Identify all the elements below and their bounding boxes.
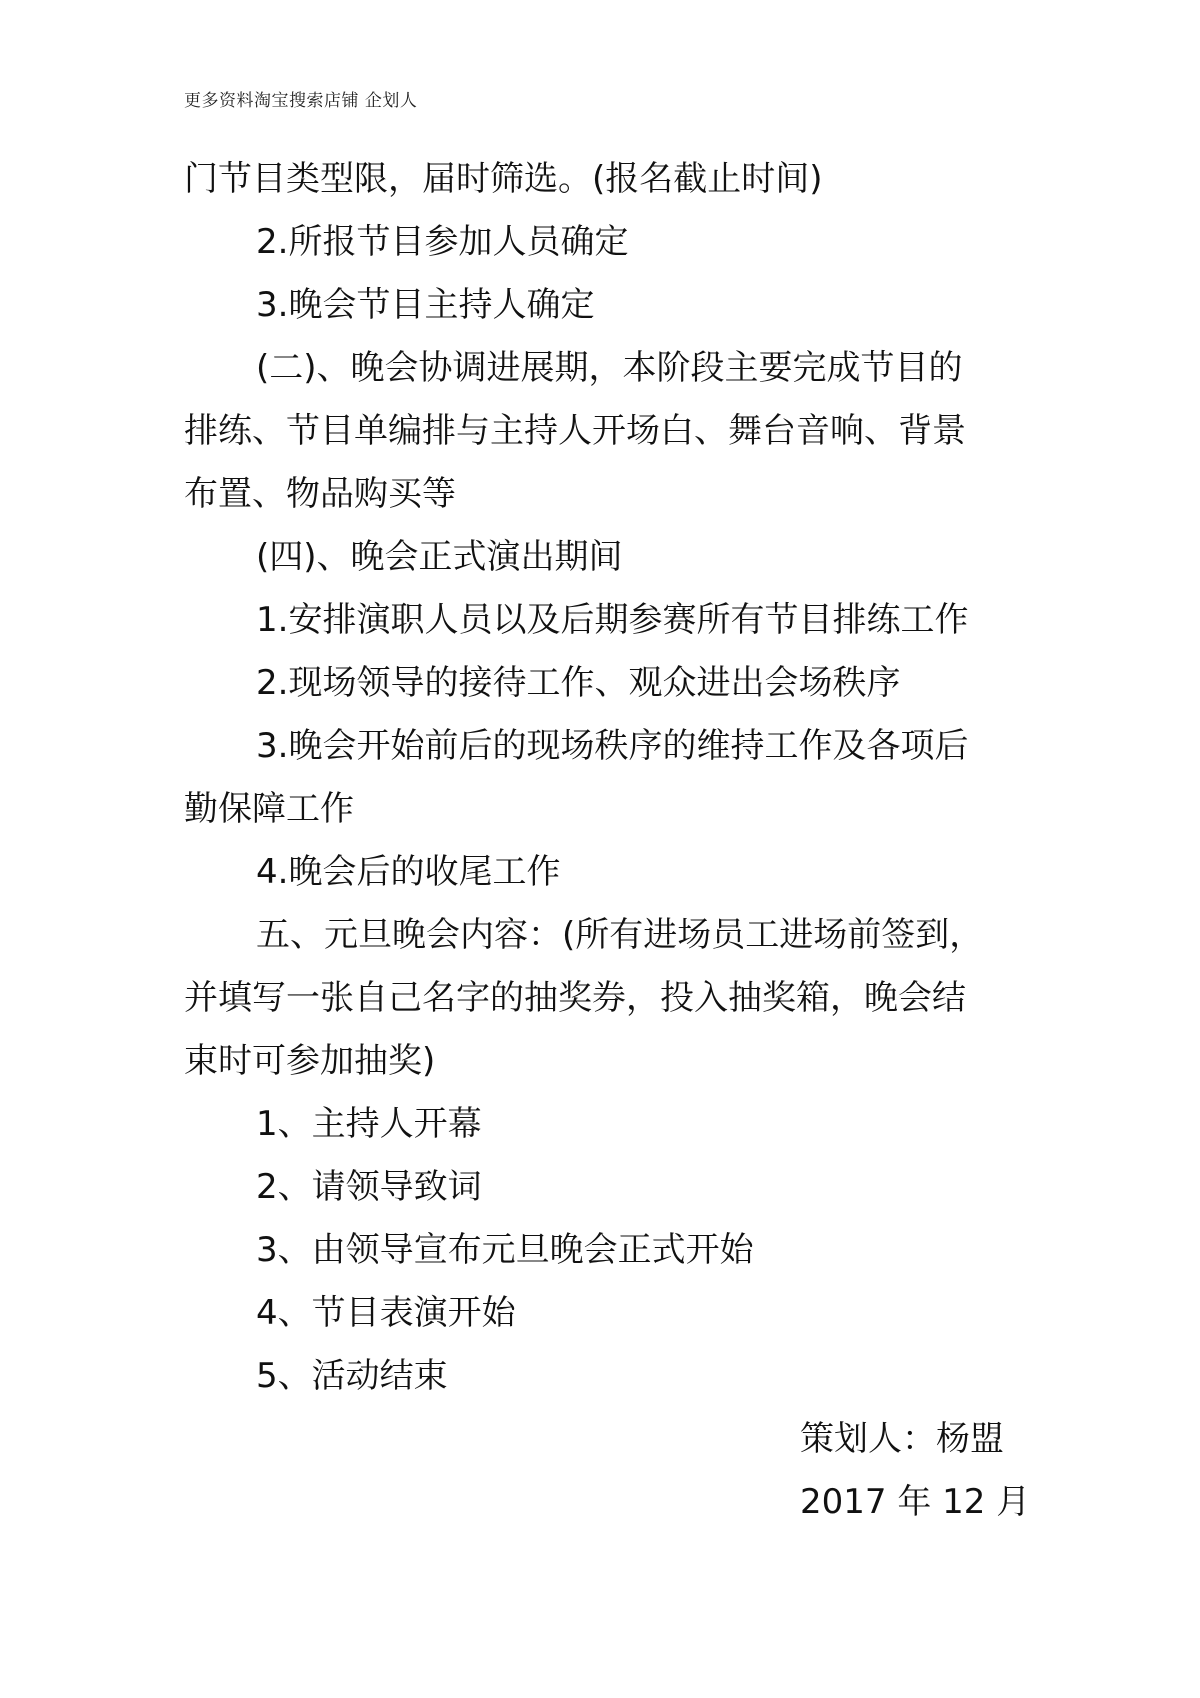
- page-header: 更多资料淘宝搜索店铺 企划人: [184, 91, 418, 111]
- paragraph-line: 1.安排演职人员以及后期参赛所有节目排练工作: [256, 600, 969, 640]
- paragraph-line: 2.现场领导的接待工作、观众进出会场秩序: [256, 663, 901, 703]
- document-body: [184, 148, 1024, 1408]
- planner-name: 策划人：杨盟: [800, 1419, 1004, 1459]
- paragraph-line: 2.所报节目参加人员确定: [256, 222, 629, 262]
- signature-block: [800, 1408, 1030, 1534]
- list-item: 4、节目表演开始: [256, 1293, 516, 1333]
- paragraph-line: 并填写一张自己名字的抽奖券，投入抽奖箱，晚会结: [184, 978, 966, 1018]
- paragraph-line: 3.晚会开始前后的现场秩序的维持工作及各项后: [256, 726, 969, 766]
- list-item: 3、由领导宣布元旦晚会正式开始: [256, 1230, 754, 1270]
- list-item: 5、活动结束: [256, 1356, 448, 1396]
- list-item: 1、主持人开幕: [256, 1104, 482, 1144]
- paragraph-line: (二)、晚会协调进展期，本阶段主要完成节目的: [256, 348, 963, 388]
- paragraph-line: 五、元旦晚会内容：(所有进场员工进场前签到，: [256, 915, 984, 955]
- paragraph-line: 排练、节目单编排与主持人开场白、舞台音响、背景: [184, 411, 966, 451]
- paragraph-line: 门节目类型限，届时筛选。(报名截止时间): [184, 159, 823, 199]
- list-item: 2、请领导致词: [256, 1167, 482, 1207]
- paragraph-line: 4.晚会后的收尾工作: [256, 852, 561, 892]
- paragraph-line: 束时可参加抽奖): [184, 1041, 436, 1081]
- paragraph-line: (四)、晚会正式演出期间: [256, 537, 623, 577]
- paragraph-line: 布置、物品购买等: [184, 474, 456, 514]
- paragraph-line: 3.晚会节目主持人确定: [256, 285, 595, 325]
- document-date: 2017 年 12 月: [800, 1482, 1031, 1522]
- paragraph-line: 勤保障工作: [184, 789, 354, 829]
